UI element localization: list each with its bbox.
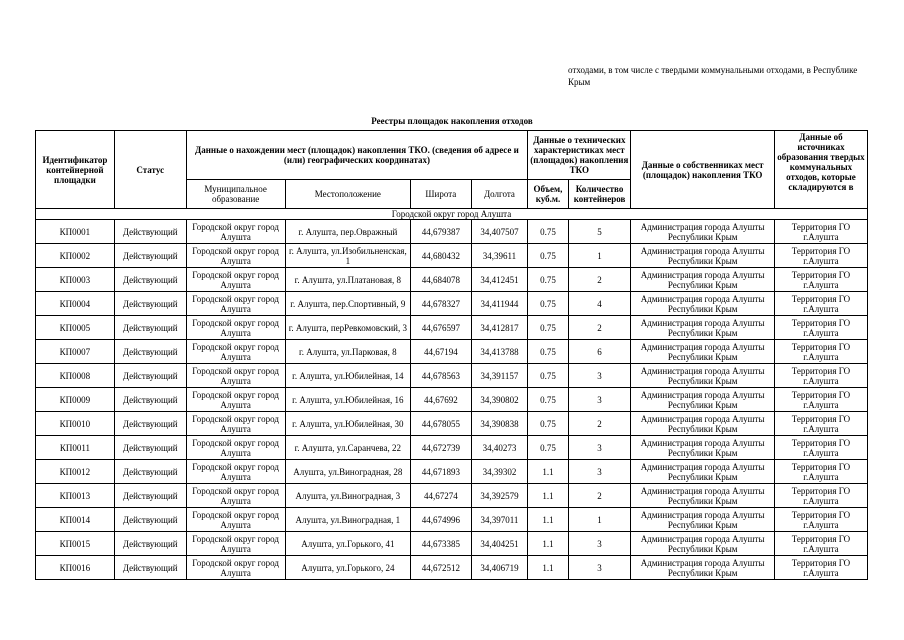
cell-lat: 44,680432 (411, 244, 472, 268)
cell-owner: Администрация города Алушты Республики Крым (631, 436, 775, 460)
cell-status: Действующий (114, 244, 186, 268)
cell-municipality: Городской округ город Алушта (186, 316, 285, 340)
cell-municipality: Городской округ город Алушта (186, 436, 285, 460)
group-label: Городской округ город Алушта (36, 209, 868, 220)
cell-status: Действующий (114, 292, 186, 316)
table-row (36, 556, 868, 580)
cell-municipality: Городской округ город Алушта (186, 268, 285, 292)
cell-lat: 44,673385 (411, 532, 472, 556)
cell-id: КП0013 (36, 484, 115, 508)
col-sources-text: Данные об источниках образования твердых коммунальных отходов, которые складируются в (777, 131, 865, 192)
cell-lat: 44,678055 (411, 412, 472, 436)
header-row (36, 131, 868, 180)
cell-count: 3 (568, 460, 631, 484)
cell-lon: 34,413788 (471, 340, 528, 364)
cell-owner: Администрация города Алушты Республики Крым (631, 316, 775, 340)
table-row (36, 388, 868, 412)
cell-status: Действующий (114, 316, 186, 340)
cell-lat: 44,679387 (411, 220, 472, 244)
table-row (36, 508, 868, 532)
table-row (36, 412, 868, 436)
cell-id: КП0003 (36, 268, 115, 292)
cell-id: КП0004 (36, 292, 115, 316)
cell-count: 2 (568, 268, 631, 292)
cell-volume: 1.1 (528, 508, 568, 532)
cell-id: КП0008 (36, 364, 115, 388)
col-status: Статус (114, 131, 186, 209)
col-id: Идентификатор контейнерной площадки (36, 131, 115, 209)
table-row (36, 292, 868, 316)
cell-lon: 34,412817 (471, 316, 528, 340)
cell-count: 3 (568, 556, 631, 580)
cell-count: 3 (568, 388, 631, 412)
cell-owner: Администрация города Алушты Республики Крым (631, 388, 775, 412)
cell-status: Действующий (114, 412, 186, 436)
table-row (36, 268, 868, 292)
cell-address: г. Алушта, перРевкомовский, 3 (285, 316, 410, 340)
cell-owner: Администрация города Алушты Республики Крым (631, 484, 775, 508)
cell-count: 2 (568, 484, 631, 508)
cell-status: Действующий (114, 484, 186, 508)
cell-count: 3 (568, 436, 631, 460)
cell-address: г. Алушта, ул.Платановая, 8 (285, 268, 410, 292)
cell-count: 4 (568, 292, 631, 316)
cell-volume: 0.75 (528, 220, 568, 244)
cell-owner: Администрация города Алушты Республики Крым (631, 220, 775, 244)
col-location-group: Данные о нахождении мест (площадок) накопления ТКО. (сведения об адресе и (или) географических координатах) (186, 131, 528, 180)
cell-lon: 34,406719 (471, 556, 528, 580)
cell-municipality: Городской округ город Алушта (186, 484, 285, 508)
cell-address: г. Алушта, пер.Овражный (285, 220, 410, 244)
cell-owner: Администрация города Алушты Республики Крым (631, 556, 775, 580)
cell-municipality: Городской округ город Алушта (186, 388, 285, 412)
cell-address: Алушта, ул.Виноградная, 28 (285, 460, 410, 484)
cell-status: Действующий (114, 340, 186, 364)
cell-id: КП0016 (36, 556, 115, 580)
cell-municipality: Городской округ город Алушта (186, 412, 285, 436)
cell-address: г. Алушта, ул.Юбилейная, 14 (285, 364, 410, 388)
cell-count: 1 (568, 508, 631, 532)
cell-volume: 1.1 (528, 484, 568, 508)
cell-lat: 44,678327 (411, 292, 472, 316)
cell-lon: 34,40273 (471, 436, 528, 460)
col-volume: Объем, куб.м. (528, 180, 568, 209)
cell-lon: 34,392579 (471, 484, 528, 508)
cell-address: г. Алушта, ул.Юбилейная, 16 (285, 388, 410, 412)
cell-count: 2 (568, 412, 631, 436)
cell-source: Территория ГО г.Алушта (774, 532, 867, 556)
cell-volume: 0.75 (528, 436, 568, 460)
cell-source: Территория ГО г.Алушта (774, 436, 867, 460)
cell-lon: 34,412451 (471, 268, 528, 292)
cell-address: г. Алушта, пер.Спортивный, 9 (285, 292, 410, 316)
cell-owner: Администрация города Алушты Республики Крым (631, 340, 775, 364)
header-note: отходами, в том числе с твердыми коммунальными отходами, в Республике Крым (568, 65, 858, 87)
cell-count: 6 (568, 340, 631, 364)
cell-lon: 34,407507 (471, 220, 528, 244)
cell-address: Алушта, ул.Горького, 24 (285, 556, 410, 580)
cell-lon: 34,411944 (471, 292, 528, 316)
cell-id: КП0005 (36, 316, 115, 340)
table-row (36, 484, 868, 508)
col-count: Количество контейнеров (568, 180, 631, 209)
cell-status: Действующий (114, 436, 186, 460)
cell-source: Территория ГО г.Алушта (774, 460, 867, 484)
table-row (36, 220, 868, 244)
cell-lon: 34,39611 (471, 244, 528, 268)
cell-lat: 44,672739 (411, 436, 472, 460)
cell-source: Территория ГО г.Алушта (774, 484, 867, 508)
cell-owner: Администрация города Алушты Республики Крым (631, 460, 775, 484)
cell-status: Действующий (114, 460, 186, 484)
cell-address: Алушта, ул.Горького, 41 (285, 532, 410, 556)
cell-volume: 0.75 (528, 316, 568, 340)
cell-volume: 0.75 (528, 364, 568, 388)
cell-id: КП0001 (36, 220, 115, 244)
table-row (36, 340, 868, 364)
cell-owner: Администрация города Алушты Республики Крым (631, 532, 775, 556)
cell-source: Территория ГО г.Алушта (774, 292, 867, 316)
col-tech-group: Данные о технических характеристиках мест (площадок) накопления ТКО (528, 131, 631, 180)
cell-municipality: Городской округ город Алушта (186, 244, 285, 268)
cell-municipality: Городской округ город Алушта (186, 220, 285, 244)
cell-status: Действующий (114, 388, 186, 412)
cell-volume: 1.1 (528, 532, 568, 556)
cell-source: Территория ГО г.Алушта (774, 268, 867, 292)
cell-municipality: Городской округ город Алушта (186, 340, 285, 364)
cell-count: 5 (568, 220, 631, 244)
col-sources (774, 131, 867, 209)
cell-source: Территория ГО г.Алушта (774, 412, 867, 436)
cell-lon: 34,39302 (471, 460, 528, 484)
cell-status: Действующий (114, 508, 186, 532)
cell-address: г. Алушта, ул.Изобильненская, 1 (285, 244, 410, 268)
cell-source: Территория ГО г.Алушта (774, 508, 867, 532)
cell-lat: 44,67274 (411, 484, 472, 508)
cell-count: 1 (568, 244, 631, 268)
cell-lon: 34,397011 (471, 508, 528, 532)
cell-status: Действующий (114, 220, 186, 244)
cell-owner: Администрация города Алушты Республики Крым (631, 292, 775, 316)
cell-municipality: Городской округ город Алушта (186, 292, 285, 316)
cell-source: Территория ГО г.Алушта (774, 388, 867, 412)
table-row (36, 364, 868, 388)
cell-municipality: Городской округ город Алушта (186, 460, 285, 484)
cell-volume: 0.75 (528, 292, 568, 316)
cell-source: Территория ГО г.Алушта (774, 316, 867, 340)
cell-lat: 44,684078 (411, 268, 472, 292)
cell-id: КП0014 (36, 508, 115, 532)
cell-id: КП0015 (36, 532, 115, 556)
cell-lat: 44,674996 (411, 508, 472, 532)
cell-lon: 34,390802 (471, 388, 528, 412)
cell-id: КП0012 (36, 460, 115, 484)
cell-status: Действующий (114, 532, 186, 556)
table-row (36, 244, 868, 268)
cell-volume: 0.75 (528, 244, 568, 268)
cell-owner: Администрация города Алушты Республики Крым (631, 412, 775, 436)
col-lat: Широта (411, 180, 472, 209)
cell-source: Территория ГО г.Алушта (774, 220, 867, 244)
cell-municipality: Городской округ город Алушта (186, 364, 285, 388)
cell-address: г. Алушта, ул.Саранчева, 22 (285, 436, 410, 460)
cell-municipality: Городской округ город Алушта (186, 532, 285, 556)
cell-status: Действующий (114, 268, 186, 292)
cell-owner: Администрация города Алушты Республики Крым (631, 268, 775, 292)
cell-lon: 34,391157 (471, 364, 528, 388)
cell-municipality: Городской округ город Алушта (186, 556, 285, 580)
col-address: Местоположение (285, 180, 410, 209)
cell-address: Алушта, ул.Виноградная, 3 (285, 484, 410, 508)
cell-lat: 44,672512 (411, 556, 472, 580)
cell-id: КП0011 (36, 436, 115, 460)
cell-lat: 44,676597 (411, 316, 472, 340)
cell-id: КП0002 (36, 244, 115, 268)
cell-volume: 0.75 (528, 268, 568, 292)
cell-lat: 44,67194 (411, 340, 472, 364)
table-row (36, 532, 868, 556)
registry-table (35, 130, 868, 580)
cell-lon: 34,390838 (471, 412, 528, 436)
col-municipality: Муниципальное образование (186, 180, 285, 209)
cell-source: Территория ГО г.Алушта (774, 340, 867, 364)
cell-volume: 0.75 (528, 388, 568, 412)
cell-lon: 34,404251 (471, 532, 528, 556)
table-row (36, 460, 868, 484)
cell-source: Территория ГО г.Алушта (774, 364, 867, 388)
cell-address: Алушта, ул.Виноградная, 1 (285, 508, 410, 532)
cell-volume: 0.75 (528, 412, 568, 436)
cell-volume: 0.75 (528, 340, 568, 364)
cell-source: Территория ГО г.Алушта (774, 556, 867, 580)
cell-owner: Администрация города Алушты Республики Крым (631, 244, 775, 268)
cell-lat: 44,678563 (411, 364, 472, 388)
cell-owner: Администрация города Алушты Республики Крым (631, 364, 775, 388)
cell-id: КП0007 (36, 340, 115, 364)
cell-count: 3 (568, 364, 631, 388)
cell-address: г. Алушта, ул.Юбилейная, 30 (285, 412, 410, 436)
cell-status: Действующий (114, 556, 186, 580)
col-lon: Долгота (471, 180, 528, 209)
cell-id: КП0009 (36, 388, 115, 412)
cell-count: 3 (568, 532, 631, 556)
cell-municipality: Городской округ город Алушта (186, 508, 285, 532)
col-owners: Данные о собственниках мест (площадок) накопления ТКО (631, 131, 775, 209)
cell-status: Действующий (114, 364, 186, 388)
cell-count: 2 (568, 316, 631, 340)
table-row (36, 316, 868, 340)
cell-source: Территория ГО г.Алушта (774, 244, 867, 268)
cell-owner: Администрация города Алушты Республики Крым (631, 508, 775, 532)
registry-title: Реестры площадок накопления отходов (371, 116, 533, 126)
cell-address: г. Алушта, ул.Парковая, 8 (285, 340, 410, 364)
cell-lat: 44,67692 (411, 388, 472, 412)
cell-volume: 1.1 (528, 460, 568, 484)
cell-lat: 44,671893 (411, 460, 472, 484)
cell-volume: 1.1 (528, 556, 568, 580)
table-row (36, 436, 868, 460)
cell-id: КП0010 (36, 412, 115, 436)
group-row (36, 209, 868, 220)
